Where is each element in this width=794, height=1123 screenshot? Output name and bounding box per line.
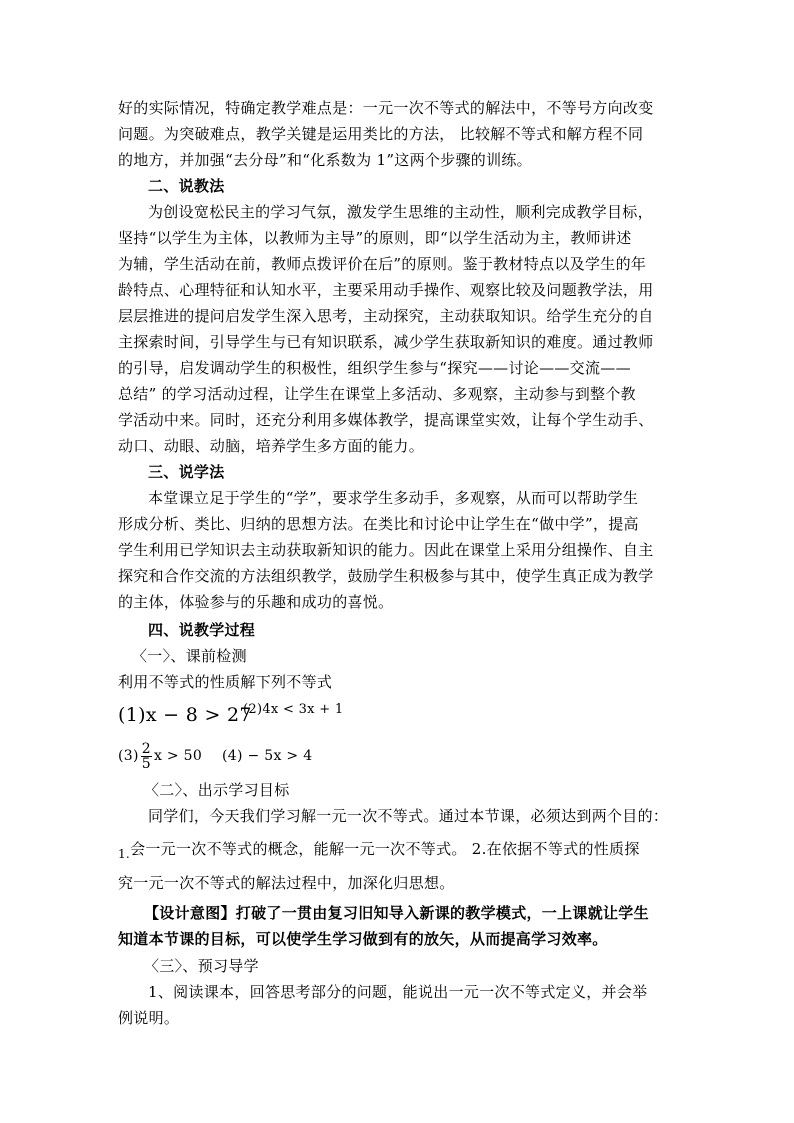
paragraph-line: 总结” 的学习活动过程，让学生在课堂上多活动、多观察，主动参与到整个教 [118,385,636,403]
list-number: 1. [118,847,131,861]
paragraph-line: 的主体，体验参与的乐趣和成功的喜悦。 [118,593,394,611]
paragraph-line: 问题。为突破难点，教学关键是运用类比的方法， 比较解不等式和解方程不同 [118,125,644,143]
paragraph-line: 学生利用已学知识去主动获取新知识的能力。因此在课堂上采用分组操作、自主 [118,541,654,559]
paragraph-line: 的地方，并加强“去分母”和“化系数为 1”这两个步骤的训练。 [118,151,532,169]
section-heading-learning-method: 三、说学法 [148,463,225,481]
subsection-heading: 〈二〉、出示学习目标 [144,781,290,799]
paragraph-line: 究一元一次不等式的解法过程中，加深化归思想。 [118,874,455,892]
design-intent-line: 知道本节课的目标，可以使学生学习做到有的放矢，从而提高学习效率。 [118,930,608,948]
equation-1: (1)x − 8 > 27 [118,704,252,726]
equation-4: (4) − 5x > 4 [222,748,313,764]
paragraph-line: 1、阅读课本，回答思考部分的问题，能说出一元一次不等式定义，并会举 [148,983,648,1001]
design-intent-line: 【设计意图】打破了一贯由复习旧知导入新课的教学模式，一上课就让学生 [144,904,649,922]
paragraph-line: 本堂课立足于学生的“学”，要求学生多动手，多观察，从而可以帮助学生 [148,489,639,507]
paragraph-line: 层层推进的提问启发学生深入思考，主动探究，主动获取知识。给学生充分的自 [118,307,654,325]
eq3-rest: x > 50 [153,748,203,764]
section-heading-teaching-process: 四、说教学过程 [148,621,256,639]
eq3-label: (3) [118,748,139,764]
paragraph-line: 例说明。 [118,1009,180,1027]
paragraph-line: 龄特点、心理特征和认知水平，主要采用动手操作、观察比较及问题教学法，用 [118,281,654,299]
paragraph-line: 的引导，启发调动学生的积极性，组织学生参与“探究——讨论——交流—— [118,359,631,377]
paragraph-line: 探究和合作交流的方法组织教学，鼓励学生积极参与其中，使学生真正成为教学 [118,567,654,585]
subsection-heading: 〈三〉、预习导学 [144,957,259,975]
paragraph-line: 形成分析、类比、归纳的思想方法。在类比和讨论中让学生在“做中学”，提高 [118,515,639,533]
list-text: 会一元一次不等式的概念，能解一元一次不等式。 2.在依据不等式的性质探 [130,840,640,858]
paragraph-line: 坚持“以学生为主体，以教师为主导”的原则，即“以学生活动为主，教师讲述 [118,229,632,247]
paragraph-line: 同学们，今天我们学习解一元一次不等式。通过本节课，必须达到两个目的： [148,807,669,825]
section-heading-teaching-method: 二、说教法 [148,177,225,195]
paragraph-line: 学活动中来。同时，还充分利用多媒体教学，提高课堂实效，让每个学生动手、 [118,411,654,429]
eq3-denominator: 5 [141,755,151,772]
paragraph-line: 利用不等式的性质解下列不等式 [118,673,333,691]
paragraph-line: 好的实际情况，特确定教学难点是：一元一次不等式的解法中，不等号方向改变 [118,99,654,117]
eq3-numerator: 2 [141,740,151,757]
equation-3 [118,740,202,772]
eq3-fraction [141,742,152,771]
paragraph-line: 为辅，学生活动在前，教师点拨评价在后”的原则。鉴于教材特点以及学生的年 [118,255,647,273]
subsection-heading: 〈一〉、课前检测 [132,647,247,665]
paragraph-line: 为创设宽松民主的学习气氛，激发学生思维的主动性，顺利完成教学目标， [148,203,653,221]
paragraph-line [118,839,640,860]
paragraph-line: 动口、动眼、动脑，培养学生多方面的能力。 [118,437,425,455]
equation-2: (2)4x < 3x + 1 [243,702,344,717]
paragraph-line: 主探索时间，引导学生与已有知识联系，减少学生获取新知识的难度。通过教师 [118,333,654,351]
